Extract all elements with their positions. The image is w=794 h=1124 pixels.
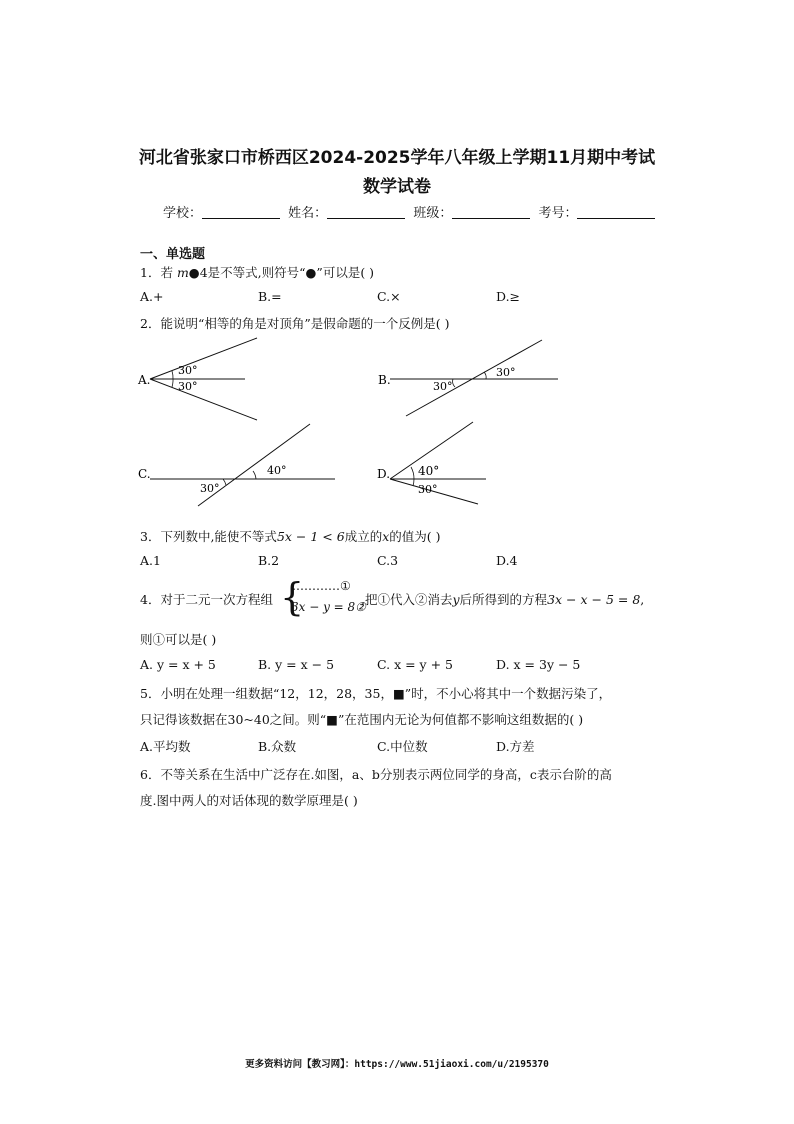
school-blank[interactable]: [202, 206, 280, 219]
figure-d-angle-upper: 40°: [418, 464, 440, 478]
q1-text: ●4是不等式,则符号“●”可以是( ): [188, 265, 375, 280]
q3-option-c: C.3: [377, 553, 399, 568]
q3-text-pre: 3．下列数中,能使不等式: [140, 529, 277, 544]
q4-option-a: A. y = x + 5: [140, 657, 216, 672]
q4-variable: y: [452, 592, 460, 607]
figure-c: [138, 424, 335, 506]
q2-figures: [130, 330, 580, 510]
figure-c-angle-right: 40°: [267, 464, 287, 477]
figure-a-angle-lower: 30°: [178, 380, 198, 393]
figure-d: [377, 422, 486, 504]
figure-d-label: D.: [377, 467, 391, 481]
figure-a-angle-upper: 30°: [178, 364, 198, 377]
q3-option-b: B.2: [258, 553, 280, 568]
q3-text-post: 的值为( ): [389, 529, 441, 544]
name-blank[interactable]: [327, 206, 405, 219]
q5-option-d: D.方差: [496, 739, 535, 754]
q1-variable: m: [176, 265, 189, 280]
figure-b-angle-right: 30°: [496, 366, 516, 379]
q4-text-post: 后所得到的方程: [459, 592, 548, 607]
title-line-2: 数学试卷: [363, 177, 431, 197]
q3-inequality: 5x − 1 < 6: [276, 529, 345, 544]
q4-option-c: C. x = y + 5: [377, 657, 453, 672]
figure-c-angle-left: 30°: [200, 482, 220, 495]
figure-b-label: B.: [378, 373, 391, 387]
q3-variable: x: [382, 529, 390, 544]
school-label: 学校：: [163, 206, 203, 221]
q3-option-d: D.4: [496, 553, 518, 568]
q4-text-main: ,把①代入②消去y后所得到的方程3x − x − 5 = 8,: [361, 592, 645, 607]
q4-equation-1: …………①: [292, 579, 351, 593]
q4-brace: {: [280, 575, 305, 619]
q1-option-a: A.+: [140, 289, 164, 304]
class-blank[interactable]: [452, 206, 530, 219]
section-heading: 一、单选题: [140, 247, 206, 262]
number-label: 考号：: [538, 206, 578, 221]
q5-option-a: A.平均数: [140, 739, 191, 754]
q4-line-2: 则①可以是( ): [140, 632, 217, 647]
q6-line-1: 6．不等关系在生活中广泛存在.如图，a、b分别表示两位同学的身高，c表示台阶的高: [140, 767, 612, 782]
figure-b: [378, 340, 558, 416]
number-blank[interactable]: [577, 206, 655, 219]
q1-option-c: C.×: [377, 289, 401, 304]
q5-line-2: 只记得该数据在30~40之间。则“■”在范围内无论为何值都不影响这组数据的( ): [140, 712, 584, 727]
q1-number: 1．若: [140, 265, 177, 280]
q5-option-b: B.众数: [258, 739, 297, 754]
figure-c-label: C.: [138, 467, 151, 481]
title-line-1: 河北省张家口市桥西区2024-2025学年八年级上学期11月期中考试: [138, 148, 656, 168]
q4-resulting-equation: 3x − x − 5 = 8: [547, 592, 641, 607]
q4-option-b: B. y = x − 5: [258, 657, 335, 672]
q3-option-a: A.1: [140, 553, 161, 568]
exam-info-fields: [163, 202, 659, 221]
q4-text-mid: ,把①代入②消去: [361, 592, 453, 607]
q4-equation-2: 3x − y = 8②: [291, 600, 366, 614]
question-3: [140, 527, 441, 545]
q5-line-1: 5．小明在处理一组数据“12，12，28，35，■”时，不小心将其中一个数据污染了，: [140, 686, 612, 701]
figure-a: [137, 338, 257, 420]
q4-text-pre: 4．对于二元一次方程组: [140, 592, 273, 607]
class-label: 班级：: [413, 206, 453, 221]
question-1: [140, 263, 374, 281]
footer-link[interactable]: 更多资料访问【教习网】：https://www.51jiaoxi.com/u/2195370: [245, 1059, 549, 1070]
q5-option-c: C.中位数: [377, 739, 428, 754]
q4-option-d: D. x = 3y − 5: [496, 657, 581, 672]
q1-option-b: B.=: [258, 289, 282, 304]
q6-line-2: 度.图中两人的对话体现的数学原理是( ): [140, 793, 358, 808]
name-label: 姓名：: [288, 206, 328, 221]
figure-a-label: A.: [138, 373, 151, 387]
q1-option-d: D.≥: [496, 289, 521, 304]
q3-text-mid: 成立的: [344, 529, 383, 544]
question-2: 2．能说明“相等的角是对顶角”是假命题的一个反例是( ): [140, 316, 450, 331]
figure-d-angle-lower: 30°: [418, 483, 438, 496]
figure-b-angle-left: 30°: [433, 380, 453, 393]
